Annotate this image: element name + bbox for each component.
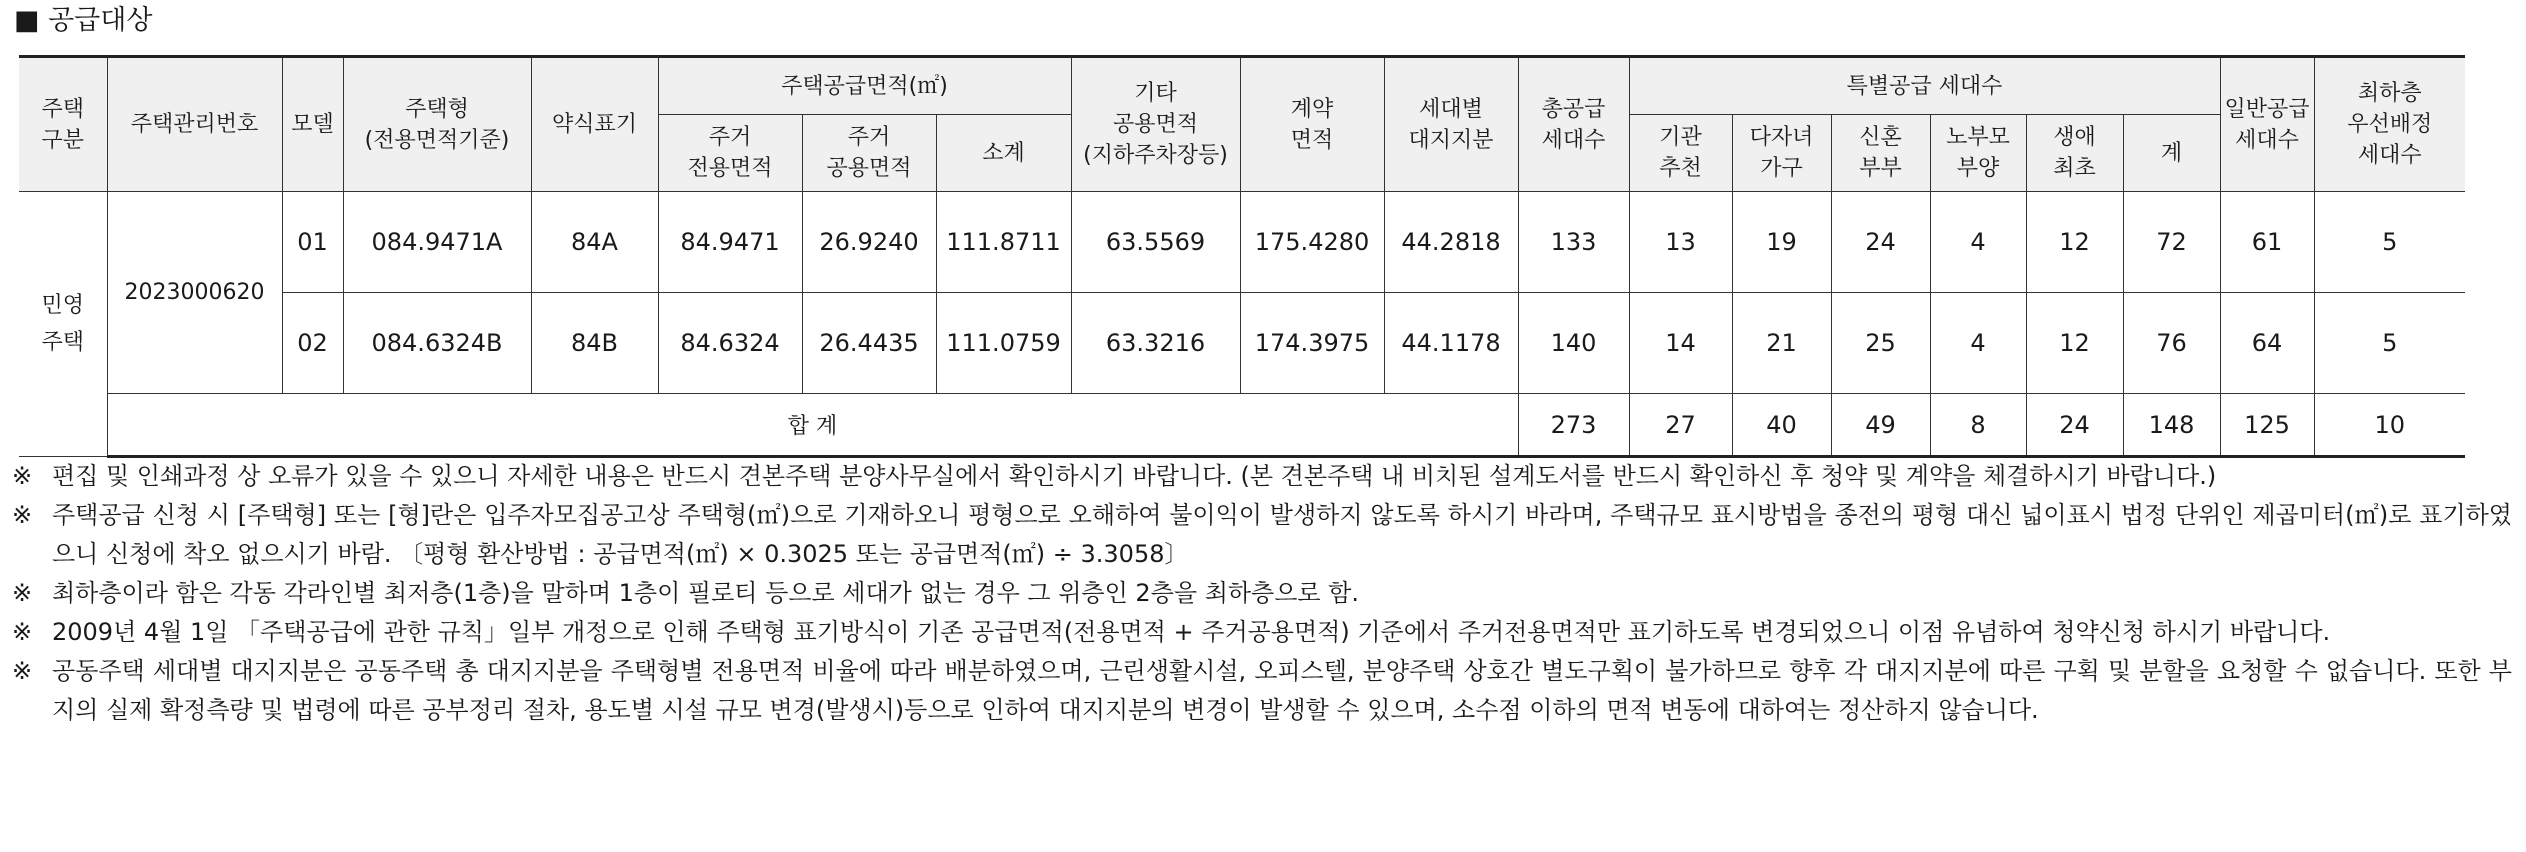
table-row bbox=[19, 293, 2526, 394]
table-row bbox=[19, 192, 2526, 293]
sum-cell: 72 bbox=[2123, 192, 2220, 293]
contract-area-cell: 174.3975 bbox=[1240, 293, 1384, 394]
header-contract-area: 계약 면적 bbox=[1240, 57, 1384, 192]
header-lowest-floor: 최하층 우선배정 세대수 bbox=[2314, 57, 2465, 192]
house-type-cell: 084.9471A bbox=[343, 192, 531, 293]
note-mark: ※ bbox=[12, 657, 33, 685]
supply-table-container bbox=[19, 55, 2507, 458]
institution-cell: 13 bbox=[1629, 192, 1732, 293]
header-multichild: 다자녀 가구 bbox=[1732, 115, 1831, 192]
newlywed-cell: 24 bbox=[1831, 192, 1930, 293]
header-elderly: 노부모 부양 bbox=[1930, 115, 2026, 192]
header-general: 일반공급 세대수 bbox=[2220, 57, 2314, 192]
elderly-cell: 4 bbox=[1930, 192, 2026, 293]
land-share-cell: 44.2818 bbox=[1384, 192, 1518, 293]
note-item bbox=[12, 613, 2512, 652]
model-cell: 01 bbox=[282, 192, 343, 293]
other-common-cell: 63.5569 bbox=[1071, 192, 1240, 293]
note-item bbox=[12, 496, 2512, 574]
header-excl-area: 주거 전용면적 bbox=[658, 115, 802, 192]
multichild-cell: 19 bbox=[1732, 192, 1831, 293]
header-supply-area: 주택공급면적(㎡) bbox=[658, 57, 1071, 115]
supply-table bbox=[19, 55, 2526, 458]
totals-total-supply: 273 bbox=[1518, 394, 1629, 457]
totals-general: 125 bbox=[2220, 394, 2314, 457]
totals-newlywed: 49 bbox=[1831, 394, 1930, 457]
header-newlywed: 신혼 부부 bbox=[1831, 115, 1930, 192]
header-mgmt-no: 주택관리번호 bbox=[107, 57, 282, 192]
excl-area-cell: 84.6324 bbox=[658, 293, 802, 394]
note-text: 편집 및 인쇄과정 상 오류가 있을 수 있으니 자세한 내용은 반드시 견본주택 분양사무실에서 확인하시기 바랍니다. (본 견본주택 내 비치된 설계도서를 반드시 확인하신 후 청약 및 계약을 체결하시기 바랍니다.) bbox=[52, 462, 2217, 490]
house-class-cell: 민영 주택 bbox=[19, 192, 107, 457]
total-supply-cell: 133 bbox=[1518, 192, 1629, 293]
institution-cell: 14 bbox=[1629, 293, 1732, 394]
abbr-cell: 84A bbox=[531, 192, 658, 293]
lowest-floor-cell: 5 bbox=[2314, 293, 2465, 394]
note-mark: ※ bbox=[12, 579, 33, 607]
header-land-share: 세대별 대지지분 bbox=[1384, 57, 1518, 192]
totals-elderly: 8 bbox=[1930, 394, 2026, 457]
house-type-cell: 084.6324B bbox=[343, 293, 531, 394]
header-house-type: 주택형 (전용면적기준) bbox=[343, 57, 531, 192]
header-institution: 기관 추천 bbox=[1629, 115, 1732, 192]
model-cell: 02 bbox=[282, 293, 343, 394]
common-area-cell: 26.4435 bbox=[802, 293, 936, 394]
note-item bbox=[12, 652, 2512, 730]
newlywed-cell: 25 bbox=[1831, 293, 1930, 394]
lowest-floor-cell: 5 bbox=[2314, 192, 2465, 293]
general-cell: 61 bbox=[2220, 192, 2314, 293]
land-share-cell: 44.1178 bbox=[1384, 293, 1518, 394]
header-model: 모델 bbox=[282, 57, 343, 192]
sum-cell: 76 bbox=[2123, 293, 2220, 394]
header-other-common: 기타 공용면적 (지하주차장등) bbox=[1071, 57, 1240, 192]
totals-lowest-floor: 10 bbox=[2314, 394, 2465, 457]
note-mark: ※ bbox=[12, 501, 33, 529]
totals-multichild: 40 bbox=[1732, 394, 1831, 457]
subtotal-cell: 111.8711 bbox=[936, 192, 1071, 293]
note-text: 최하층이라 함은 각동 각라인별 최저층(1층)을 말하며 1층이 필로티 등으로 세대가 없는 경우 그 위층인 2층을 최하층으로 함. bbox=[52, 579, 1360, 607]
contract-area-cell: 175.4280 bbox=[1240, 192, 1384, 293]
totals-label: 합 계 bbox=[107, 394, 1518, 457]
subtotal-cell: 111.0759 bbox=[936, 293, 1071, 394]
firsttime-cell: 12 bbox=[2026, 293, 2123, 394]
note-text: 2009년 4월 1일 「주택공급에 관한 규칙」일부 개정으로 인해 주택형 표기방식이 기존 공급면적(전용면적 + 주거공용면적) 기준에서 주거전용면적만 표기하도록 변경되었으니 이점 유념하여 청약신청 하시기 바랍니다. bbox=[52, 618, 2331, 646]
multichild-cell: 21 bbox=[1732, 293, 1831, 394]
mgmt-no-cell: 2023000620 bbox=[107, 192, 282, 394]
header-abbr: 약식표기 bbox=[531, 57, 658, 192]
abbr-cell: 84B bbox=[531, 293, 658, 394]
general-cell: 64 bbox=[2220, 293, 2314, 394]
note-mark: ※ bbox=[12, 462, 33, 490]
elderly-cell: 4 bbox=[1930, 293, 2026, 394]
totals-sum: 148 bbox=[2123, 394, 2220, 457]
header-house-class: 주택 구분 bbox=[19, 57, 107, 192]
firsttime-cell: 12 bbox=[2026, 192, 2123, 293]
header-row-1 bbox=[19, 57, 2526, 115]
note-text: 주택공급 신청 시 [주택형] 또는 [형]란은 입주자모집공고상 주택형(㎡)으로 기재하오니 평형으로 오해하여 불이익이 발생하지 않도록 하시기 바라며, 주택규모 표시방법을 종전의 평형 대신 넓이표시 법정 단위인 제곱미터(㎡)로 표기하였으니 신청에 착오 없으시기 바람. 〔평형 환산방법 : 공급면적(㎡) × 0.3025 또는 공급면적(㎡) ÷ 3.3058〕 bbox=[52, 501, 2512, 568]
other-common-cell: 63.3216 bbox=[1071, 293, 1240, 394]
header-special-supply: 특별공급 세대수 bbox=[1629, 57, 2220, 115]
header-subtotal: 소계 bbox=[936, 115, 1071, 192]
note-item bbox=[12, 457, 2512, 496]
header-firsttime: 생애 최초 bbox=[2026, 115, 2123, 192]
section-title: ■ 공급대상 bbox=[14, 5, 153, 36]
totals-institution: 27 bbox=[1629, 394, 1732, 457]
total-supply-cell: 140 bbox=[1518, 293, 1629, 394]
header-sum: 계 bbox=[2123, 115, 2220, 192]
common-area-cell: 26.9240 bbox=[802, 192, 936, 293]
header-total-supply: 총공급 세대수 bbox=[1518, 57, 1629, 192]
totals-firsttime: 24 bbox=[2026, 394, 2123, 457]
note-mark: ※ bbox=[12, 618, 33, 646]
totals-row bbox=[19, 394, 2526, 457]
notes-section bbox=[12, 457, 2512, 730]
note-text: 공동주택 세대별 대지지분은 공동주택 총 대지지분을 주택형별 전용면적 비율에 따라 배분하였으며, 근린생활시설, 오피스텔, 분양주택 상호간 별도구획이 불가하므로 향후 각 대지지분에 따른 구획 및 분할을 요청할 수 없습니다. 또한 부지의 실제 확정측량 및 법령에 따른 공부정리 절차, 용도별 시설 규모 변경(발생시)등으로 인하여 대지지분의 변경이 발생할 수 있으며, 소수점 이하의 면적 변동에 대하여는 정산하지 않습니다. bbox=[52, 657, 2512, 724]
excl-area-cell: 84.9471 bbox=[658, 192, 802, 293]
note-item bbox=[12, 574, 2512, 613]
header-common-area: 주거 공용면적 bbox=[802, 115, 936, 192]
